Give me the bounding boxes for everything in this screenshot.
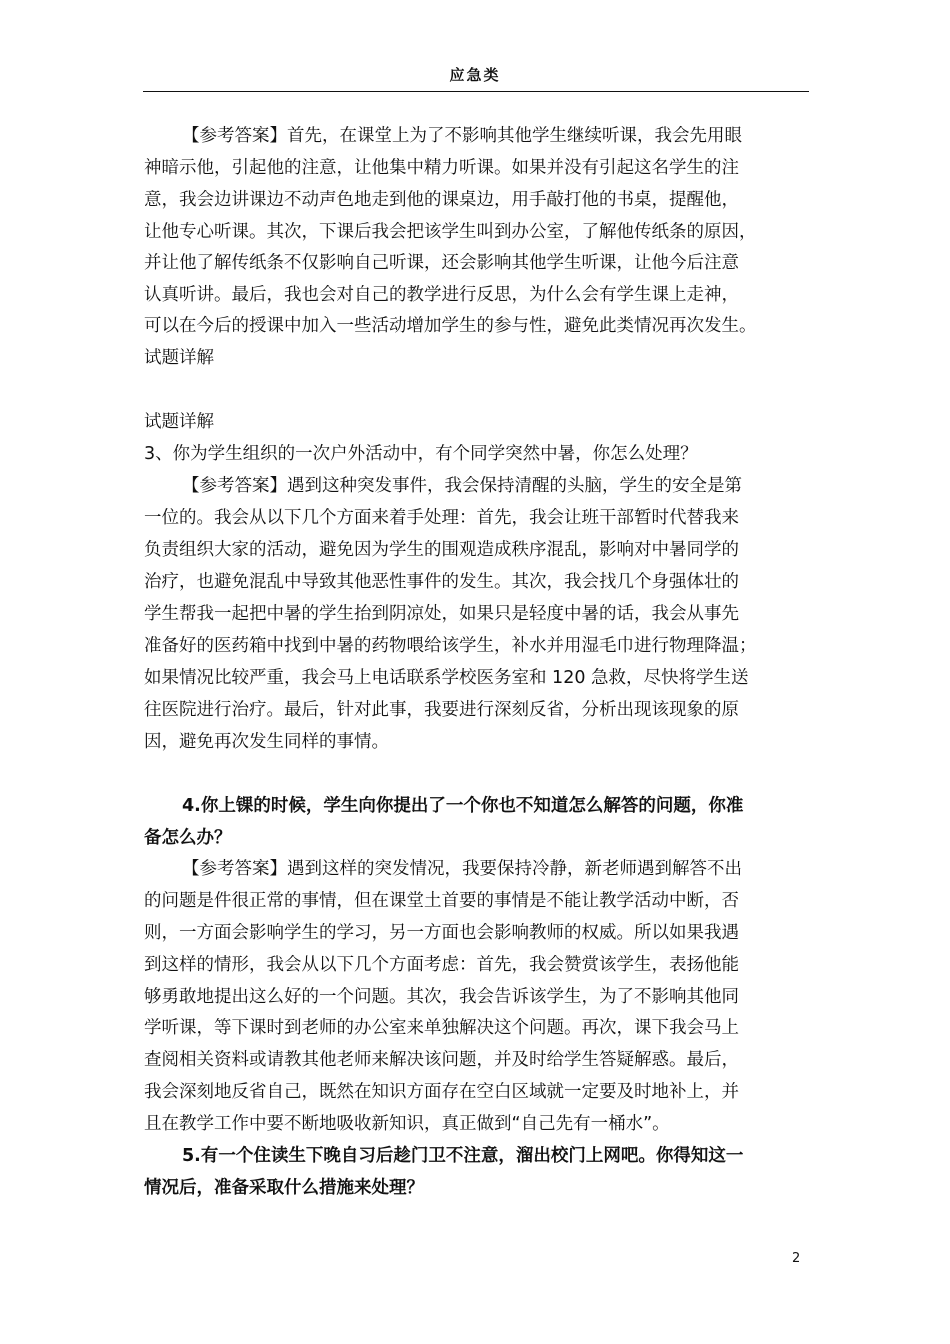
text-line: 够勇敢地提出这么好的一个问题。其次，我会告诉该学生，为了不影响其他同 [144,987,739,1007]
text-line: 一位的。我会从以下几个方面来着手处理：首先，我会让班干部暂时代替我来 [144,508,739,528]
text-line: 学听课，等下课时到老师的办公室来单独解决这个问题。再次，课下我会马上 [144,1018,739,1038]
text-line: 试题详解 [144,412,214,432]
text-line: 的问题是件很正常的事情，但在课堂土首要的事情是不能让教学活动中断，否 [144,891,739,911]
page-header: 应急类 [449,66,501,84]
text-line: 到这样的情形，我会从以下几个方面考虑：首先，我会赞赏该学生，表扬他能 [144,955,739,975]
text-line: 【参考答案】遇到这种突发事件，我会保持清醒的头脑，学生的安全是第 [182,476,742,496]
text-line: 我会深刻地反省自己，既然在知识方面存在空白区域就一定要及时地补上，并 [144,1082,739,1102]
question-line: 备怎么办？ [144,828,232,848]
text-line: 意，我会边讲课边不动声色地走到他的课桌边，用手敲打他的书桌，提醒他， [144,190,739,210]
text-line: 负责组织大家的活动，避免因为学生的围观造成秩序混乱，影响对中暑同学的 [144,540,739,560]
text-line: 让他专心听课。其次，下课后我会把该学生叫到办公室，了解他传纸条的原因， [144,222,757,242]
header-rule [143,91,809,92]
text-line: 神暗示他，引起他的注意，让他集中精力听课。如果并没有引起这名学生的注 [144,158,739,178]
text-line: 学生帮我一起把中暑的学生抬到阴凉处，如果只是轻度中暑的话，我会从事先 [144,604,739,624]
text-line: 如果情况比较严重，我会马上电话联系学校医务室和 120 急救，尽快将学生送 [144,668,749,688]
question-line: 情况后，准备采取什么措施来处理？ [144,1178,424,1198]
text-line: 查阅相关资料或请教其他老师来解决该问题，并及时给学生答疑解惑。最后， [144,1050,739,1070]
text-line: 往医院进行治疗。最后，针对此事，我要进行深刻反省，分析出现该现象的原 [144,700,739,720]
text-line: 则，一方面会影响学生的学习，另一方面也会影响教师的权威。所以如果我遇 [144,923,739,943]
text-line: 且在教学工作中要不断地吸收新知识，真正做到“自己先有一桶水”。 [144,1114,670,1134]
question-line: 4.你上锞的时候，学生向你提出了一个你也不知道怎么解答的问题，你准 [182,796,744,816]
text-line: 准备好的医药箱中找到中暑的药物喂给该学生，补水并用湿毛巾进行物理降温； [144,636,757,656]
text-line: 试题详解 [144,348,214,368]
text-line: 3、你为学生组织的一次户外活动中，有个同学突然中暑，你怎么处理？ [144,444,698,464]
text-line: 认真听讲。最后，我也会对自己的教学进行反思，为什么会有学生课上走神， [144,285,739,305]
text-line: 并让他了解传纸条不仅影响自己听课，还会影响其他学生听课，让他今后注意 [144,253,739,273]
text-line: 因，避免再次发生同样的事情。 [144,732,389,752]
text-line: 可以在今后的授课中加入一些活动增加学生的参与性，避免此类情况再次发生。 [144,316,757,336]
page-number: 2 [792,1251,801,1266]
text-line: 【参考答案】首先，在课堂上为了不影响其他学生继续听课，我会先用眼 [182,126,742,146]
text-line: 治疗，也避免混乱中导致其他恶性事件的发生。其次，我会找几个身强体壮的 [144,572,739,592]
text-line: 【参考答案】遇到这样的突发情况，我要保持冷静，新老师遇到解答不出 [182,859,742,879]
question-line: 5.有一个住读生下晚自习后趁门卫不注意，溜出校门上网吧。你得知这一 [182,1146,744,1166]
